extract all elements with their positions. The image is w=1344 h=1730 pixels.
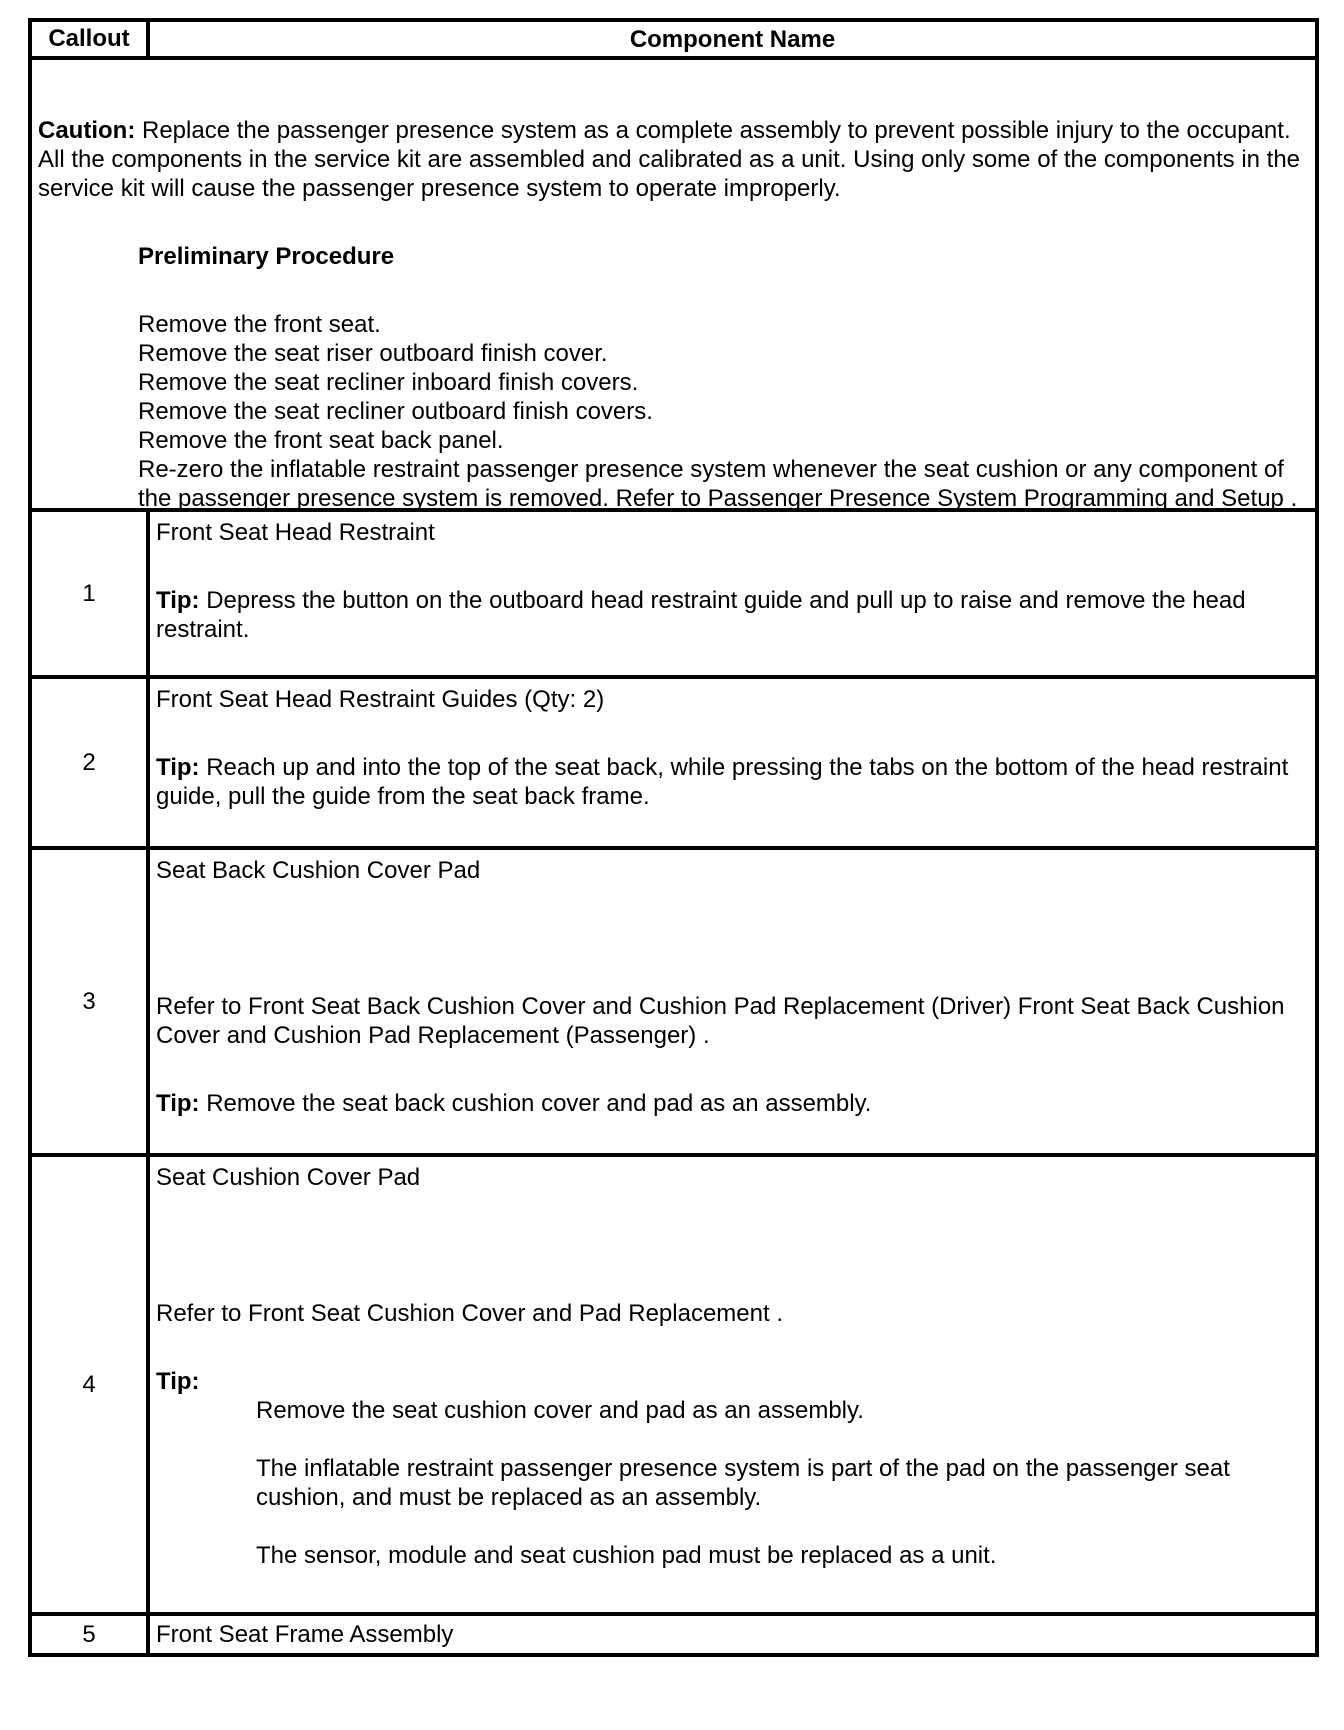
callout-number: 4: [32, 1157, 150, 1612]
callout-number: 5: [32, 1616, 150, 1653]
prelim-step: Remove the front seat back panel.: [138, 427, 504, 454]
tip-text: Reach up and into the top of the seat back, while pressing the tabs on the bottom of the head restraint guide, pull the guide from the seat back frame.: [156, 754, 1289, 810]
tip-item: The inflatable restraint passenger presence system is part of the pad on the passenger seat cushion, and must be replaced as an assembly.: [256, 1455, 1230, 1511]
tip-item: Remove the seat cushion cover and pad as an assembly.: [256, 1397, 864, 1424]
caution-text: Replace the passenger presence system as a complete assembly to prevent possible injury to the occupant. All the components in the service kit are assembled and calibrated as a unit. Using only some of the components in the service kit will cause the passenger presence system to operate improperly.: [38, 117, 1301, 202]
prelim-step: Remove the front seat.: [138, 311, 381, 338]
tip-item: The sensor, module and seat cushion pad must be replaced as a unit.: [256, 1542, 997, 1569]
callout-number: 3: [32, 850, 150, 1153]
prelim-step: Remove the seat recliner outboard finish covers.: [138, 398, 653, 425]
component-name-header: Component Name: [629, 25, 836, 53]
table-row: [28, 1616, 1319, 1657]
prelim-title: Preliminary Procedure: [138, 243, 395, 270]
refer-text: Refer to Front Seat Cushion Cover and Pad Replacement .: [156, 1300, 783, 1327]
prelim-step: Remove the seat riser outboard finish cover.: [138, 340, 608, 367]
callout-number: 2: [32, 679, 150, 846]
component-name: Front Seat Head Restraint Guides (Qty: 2): [156, 686, 605, 713]
tip-label: Tip:: [156, 1368, 200, 1395]
component-name: Seat Back Cushion Cover Pad: [156, 857, 481, 884]
table-row: [28, 1157, 1319, 1616]
tip-paragraph: [156, 586, 1309, 644]
tip-text: Depress the button on the outboard head restraint guide and pull up to raise and remove the head restraint.: [156, 587, 1246, 643]
table-row: [28, 850, 1319, 1157]
component-name: Seat Cushion Cover Pad: [156, 1164, 421, 1191]
prelim-step: Re-zero the inflatable restraint passenger presence system whenever the seat cushion or any component of the passenger presence system is removed. Refer to Passenger Presence System Programming and Setup .: [138, 456, 1298, 512]
callout-number: 1: [32, 512, 150, 675]
component-table: [28, 18, 1319, 1657]
prelim-step: Remove the seat recliner inboard finish covers.: [138, 369, 639, 396]
callout-header: Callout: [32, 22, 150, 56]
tip-text: Remove the seat back cushion cover and pad as an assembly.: [199, 1090, 872, 1117]
caution-paragraph: [38, 116, 1309, 203]
tip-paragraph: [156, 753, 1309, 811]
intro-block: [28, 60, 1319, 512]
refer-text: Refer to Front Seat Back Cushion Cover and Cushion Pad Replacement (Driver) Front Seat Back Cushion Cover and Cushion Pad Replacement (Passenger) .: [156, 993, 1285, 1049]
caution-label: Caution:: [38, 117, 136, 144]
component-name: Front Seat Frame Assembly: [156, 1621, 454, 1648]
table-row: [28, 508, 1319, 679]
component-name: Front Seat Head Restraint: [156, 519, 435, 546]
tip-label: Tip:: [156, 587, 200, 614]
table-header: [28, 18, 1319, 60]
tip-label: Tip:: [156, 754, 200, 781]
tip-paragraph: [156, 1089, 1309, 1118]
table-row: [28, 679, 1319, 850]
tip-label: Tip:: [156, 1090, 200, 1117]
